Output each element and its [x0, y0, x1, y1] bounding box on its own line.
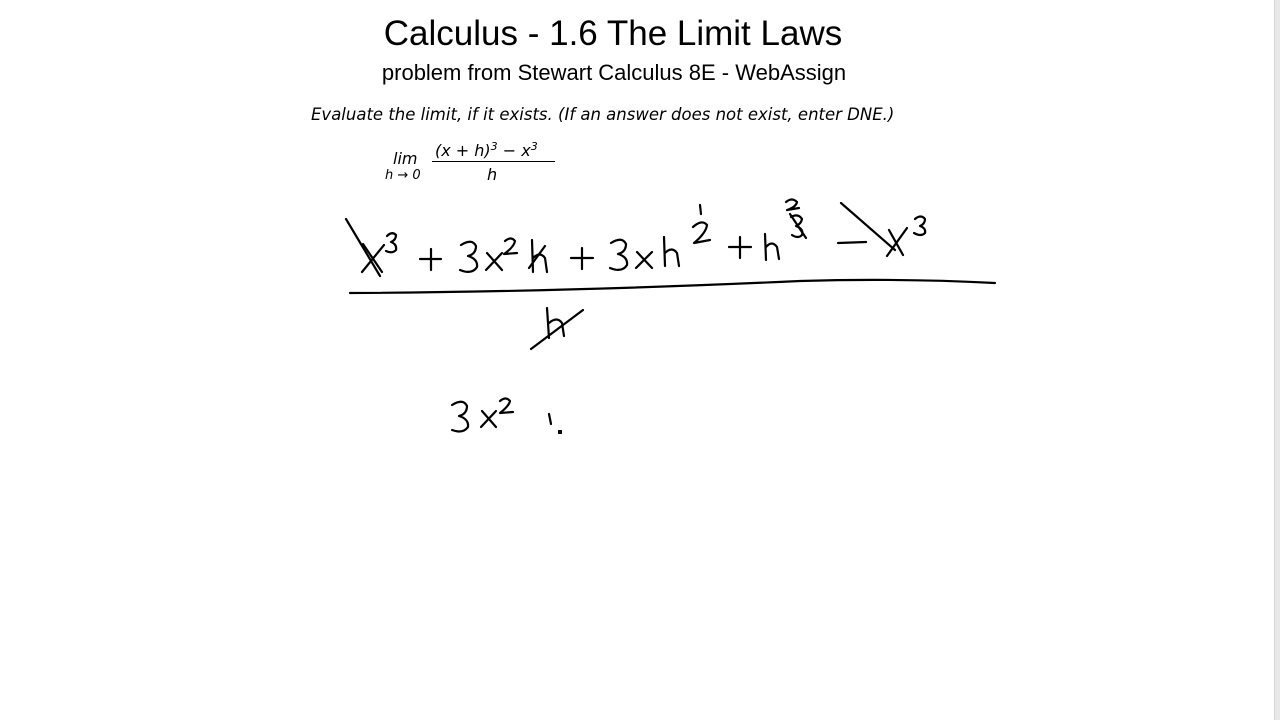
hw-x-2: [636, 252, 652, 268]
problem-instruction: Evaluate the limit, if it exists. (If an answer does not exist, enter DNE.): [311, 105, 895, 124]
page-title: Calculus - 1.6 The Limit Laws: [383, 14, 843, 53]
numerator-minus-term: − x: [497, 141, 531, 160]
hw-cancel-slash-5: [531, 310, 583, 349]
hw-x-1: [486, 253, 502, 270]
limit-operator: lim: [393, 149, 418, 168]
limit-subscript: h → 0: [385, 168, 421, 183]
hw-x-cubed: [362, 244, 384, 272]
page-subtitle: problem from Stewart Calculus 8E - WebAssign: [381, 60, 847, 85]
hw-tick-mark: [549, 414, 551, 424]
hw-three-1: [460, 242, 477, 272]
hw-three-2: [610, 240, 627, 270]
hw-h-denominator: [547, 308, 564, 338]
limit-denominator: h: [487, 165, 498, 184]
hw-fraction-bar: [350, 280, 995, 293]
handwritten-denominator: [531, 308, 583, 349]
cursor-dot: [558, 430, 562, 434]
hw-h-1: [532, 240, 547, 272]
numerator-exponent: 3: [490, 140, 498, 153]
hw-x-cubed-exp: [386, 233, 396, 252]
hw-x-3: [887, 228, 907, 256]
hw-cancel-slash-1: [346, 219, 380, 276]
hw-exp-two-2: [693, 205, 710, 243]
numerator-exponent-2: 3: [530, 140, 538, 153]
handwritten-expanded-numerator: [346, 200, 925, 277]
hw-plus-1: [420, 249, 441, 270]
hw-plus-2: [571, 248, 593, 269]
hw-exp-three-2: [914, 217, 925, 236]
hw-exp-three: [786, 200, 802, 238]
hw-three-result: [452, 402, 468, 432]
handwritten-partial-result: [452, 399, 562, 435]
hw-exp-two-result: [500, 399, 513, 414]
numerator-base: (x + h): [435, 141, 491, 160]
hw-h-3: [765, 234, 779, 260]
hw-plus-3: [729, 237, 751, 258]
hw-minus: [838, 242, 866, 243]
hw-x-result: [481, 411, 496, 427]
vertical-scrollbar[interactable]: [1274, 0, 1280, 720]
hw-h-2: [664, 237, 679, 266]
hw-exp-two-1: [504, 239, 517, 255]
